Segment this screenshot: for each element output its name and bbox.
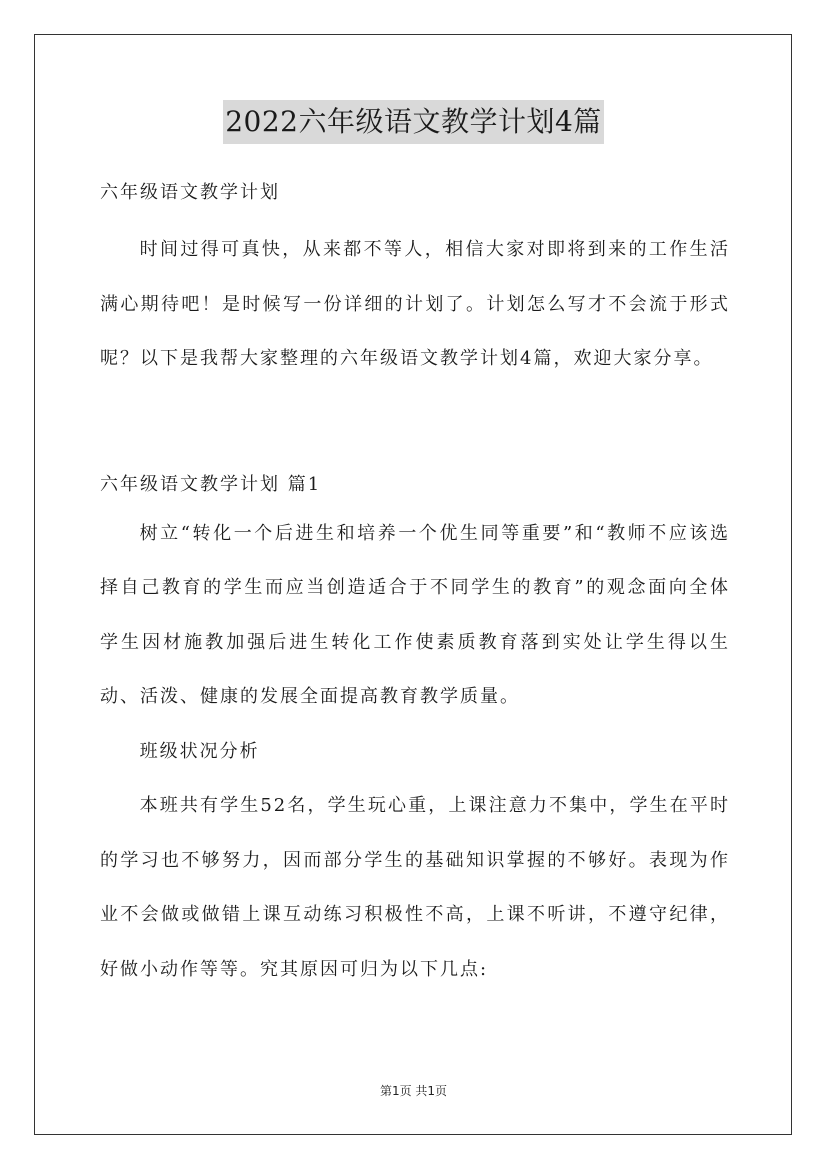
document-body	[100, 171, 730, 997]
part1-subheading: 班级状况分析	[139, 740, 260, 762]
part1-paragraph-1: 树立“转化一个后进生和培养一个优生同等重要”和“教师不应该选择自己教育的学生而应当创造适合于不同学生的教育”的观念面向全体学生因材施教加强后进生转化工作使素质教育落到实处让学生得以生动、活泼、健康的发展全面提高教育教学质量。	[100, 522, 730, 707]
part1-paragraph-2: 本班共有学生52名，学生玩心重，上课注意力不集中，学生在平时的学习也不够努力，因而部分学生的基础知识掌握的不够好。表现为作业不会做或做错上课互动练习积极性不高，上课不听讲，不遵守纪律，好做小动作等等。究其原因可归为以下几点:	[100, 795, 730, 980]
document-title-container	[0, 100, 827, 148]
page-number: 第1页 共1页	[379, 1084, 448, 1098]
section-gap	[100, 387, 730, 463]
section-heading: 六年级语文教学计划	[100, 182, 280, 203]
document-title: 2022六年级语文教学计划4篇	[223, 100, 604, 144]
intro-paragraph: 时间过得可真快，从来都不等人，相信大家对即将到来的工作生活满心期待吧！是时候写一份详细的计划了。计划怎么写才不会流于形式呢？以下是我帮大家整理的六年级语文教学计划4篇，欢迎大家分享。	[100, 239, 730, 369]
page-footer	[0, 1082, 827, 1099]
part1-heading: 六年级语文教学计划 篇1	[100, 473, 322, 495]
